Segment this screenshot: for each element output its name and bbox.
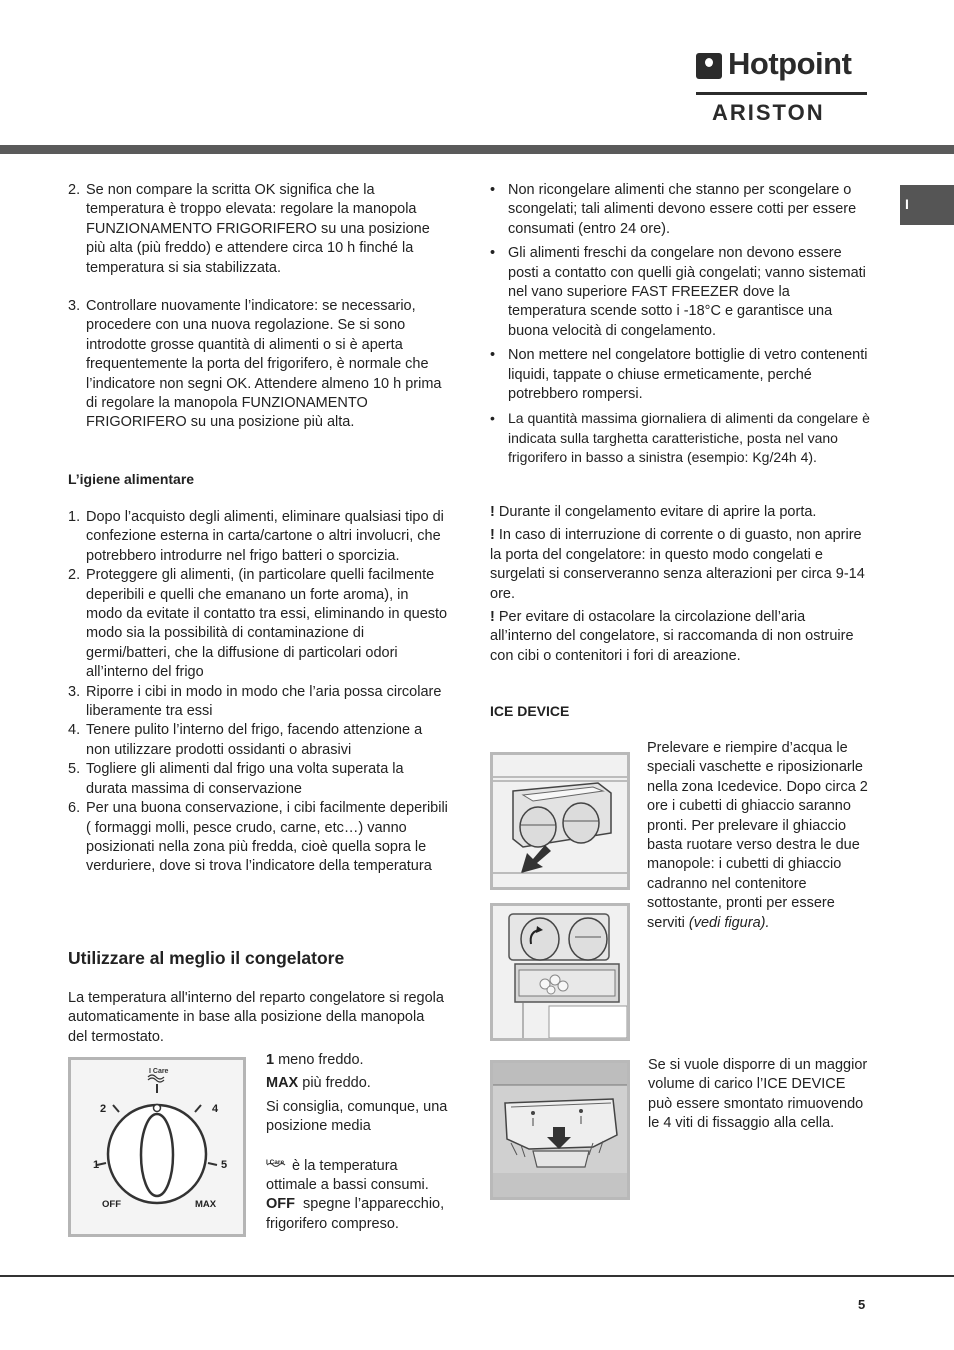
freezer-tips-list	[490, 181, 870, 468]
tip-item: • La quantità massima giornaliera di alimenti da congelare è indicata sulla targhetta caratteristiche, posta nel vano frigorifero in basso a sinistra (esempio: Kg/24h 4).	[490, 410, 870, 466]
hygiene-item: 5. Togliere gli alimenti dal frigo una volta superata la durata massima di conservazione	[68, 761, 404, 797]
ice-device-remove-text: Se si vuole disporre di un maggior volume di carico l’ICE DEVICE può essere smontato rimuovendo le 4 viti di fissaggio alla cella.	[648, 1057, 868, 1132]
knob-label-5: 5	[221, 1159, 228, 1171]
hygiene-item: 4. Tenere pulito l’interno del frigo, facendo attenzione a non utilizzare prodotti ossidanti o abrasivi	[68, 722, 423, 758]
brand-sub: ARISTON	[712, 100, 825, 125]
warning-item: ! Per evitare di ostacolare la circolazione dell’aria all’interno del congelatore, si raccomanda di non ostruire con cibi o contenitori i fori di areazione.	[490, 609, 854, 664]
freezer-intro: La temperatura all'interno del reparto congelatore si regola automaticamente in base alla posizione della manopola del termostato.	[68, 990, 444, 1045]
note-off: OFF spegne l’apparecchio, frigorifero compreso.	[266, 1196, 449, 1232]
knob-notes	[266, 1051, 450, 1234]
warnings	[490, 503, 870, 666]
ice-device-figure-1	[490, 752, 630, 890]
intro-item: 2. Se non compare la scritta OK significa che la temperatura è troppo elevata: regolare la manopola FUNZIONAMENTO FRIGORIFERO su una posizione più alta (più freddo) e attendere circa 10 h finché la temperatura si sia stabilizzata.	[68, 182, 430, 276]
note-min: 1 meno freddo.	[266, 1052, 364, 1068]
brand-divider	[696, 92, 867, 95]
brand-name: Hotpoint	[728, 46, 852, 81]
hygiene-item: 1. Dopo l’acquisto degli alimenti, eliminare qualsiasi tipo di confezione esterna in carta/cartone o altri involucri, che potrebbero introdurre nel frigo batteri o sporcizia.	[68, 509, 444, 564]
footer-rule	[0, 1275, 954, 1277]
thermostat-knob-figure	[68, 1057, 246, 1237]
left-intro-list	[68, 181, 448, 433]
page-number: 5	[858, 1297, 866, 1312]
hygiene-item: 2. Proteggere gli alimenti, (in particolare quelli facilmente deperibili e quelli che emanano un forte aroma), in modo da evitate il contatto tra essi, eliminando in questo modo sia la possibilità di contaminazione di germi/batteri, che la diffusione di particolari odori all’interno del frigo	[68, 567, 448, 681]
warning-item: ! In caso di interruzione di corrente o di guasto, non aprire la porta del congelatore: in questo modo congelati e surgelati si conserveranno senza alterazioni per circa 9-14 ore.	[490, 527, 865, 602]
hygiene-item: 3. Riporre i cibi in modo in modo che l’aria possa circolare liberamente tra essi	[68, 683, 442, 720]
note-max: MAX più freddo.	[266, 1075, 371, 1092]
knob-label-2: 2	[100, 1103, 107, 1115]
intro-item: 3. Controllare nuovamente l’indicatore: se necessario, procedere con una nuova regolazione. Se si sono introdotte grosse quantità di alimenti o si è aperta frequentemente la porta del frigorifero, è normale che l’indicatore non segni OK. Attendere almeno 10 h prima di regolare la manopola FUNZIONAMENTO FRIGORIFERO su una posizione più alta.	[68, 298, 442, 431]
brand-logo	[694, 46, 869, 130]
warning-item: ! Durante il congelamento evitare di aprire la porta.	[490, 504, 817, 520]
ice-device-figure-2	[490, 903, 630, 1041]
knob-label-1: 1	[93, 1159, 100, 1171]
freezer-section-title: Utilizzare al meglio il congelatore	[68, 948, 345, 968]
tip-item: • Non mettere nel congelatore bottiglie di vetro contenenti liquidi, tappate o chiuse ermeticamente, perché potrebbero rompersi.	[490, 347, 868, 403]
hygiene-list	[68, 508, 448, 877]
knob-label-off: OFF	[102, 1199, 121, 1210]
language-tab-label: I	[905, 196, 909, 212]
ice-device-title: ICE DEVICE	[490, 703, 570, 719]
ice-device-figure-3	[490, 1060, 630, 1200]
note-advice: Si consiglia, comunque, una posizione media	[266, 1098, 448, 1135]
tip-item: • Gli alimenti freschi da congelare non devono essere posti a contatto con quelli già congelati; vanno sistemati nel vano superiore FAST FREEZER dove la temperatura scende sotto i -18°C e garantisce una buona velocità di congelamento.	[490, 245, 866, 339]
knob-label-icare: I Care	[149, 1068, 169, 1075]
note-icare: I Care è la temperatura ottimale a bassi consumi.	[266, 1157, 429, 1194]
knob-label-max: MAX	[195, 1199, 217, 1210]
ice-device-instructions: Prelevare e riempire d’acqua le speciali vaschette e riposizionarle nella zona Icedevice. Dopo circa 2 ore i cubetti di ghiaccio saranno pronti. Per prelevare il ghiaccio basta ruotare verso destra le due manopole: i cubetti di ghiaccio cadranno nel contenitore sottostante, pronti per essere serviti (vedi figura).	[647, 740, 868, 931]
hygiene-item: 6. Per una buona conservazione, i cibi facilmente deperibili ( formaggi molli, pesce crudo, carne, etc…) vanno posizionati nella zona più fredda, cioè quella sopra le verduriere, dove si trova l’indicatore della temperatura	[68, 800, 448, 875]
logo-square-icon	[696, 53, 722, 79]
hygiene-title: L’igiene alimentare	[68, 471, 195, 487]
header-rule	[0, 145, 954, 154]
icare-small-icon: I Care	[266, 1158, 285, 1166]
language-tab	[900, 185, 954, 225]
knob-label-4: 4	[212, 1103, 219, 1115]
tip-item: • Non ricongelare alimenti che stanno per scongelare o scongelati; tali alimenti devono essere cotti per essere consumati (entro 24 ore).	[490, 182, 857, 237]
thermostat-knob-drawing	[71, 1060, 243, 1234]
